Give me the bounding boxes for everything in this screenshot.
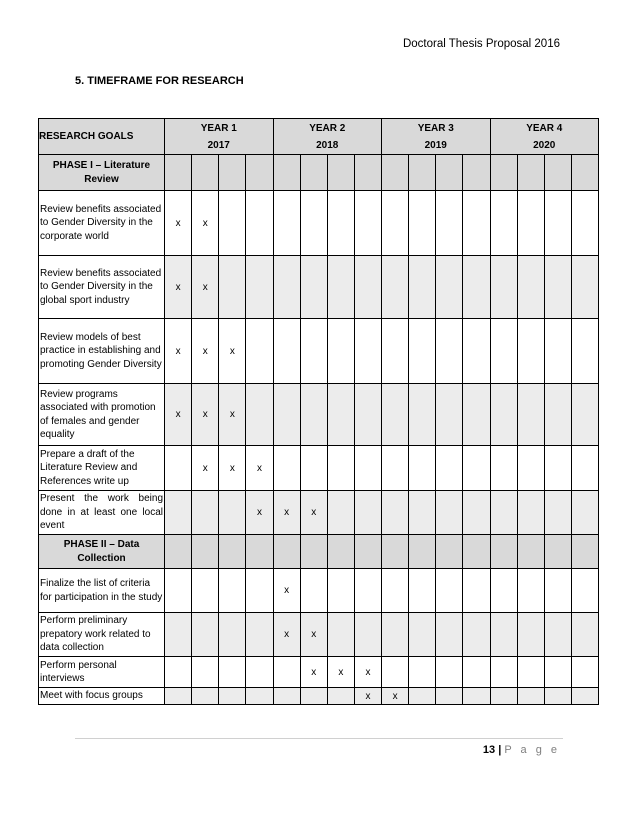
section-title: 5. TIMEFRAME FOR RESEARCH bbox=[75, 75, 244, 87]
timeline-cell bbox=[354, 613, 381, 657]
timeline-cell bbox=[354, 256, 381, 319]
year-4-header bbox=[490, 119, 599, 155]
timeline-cell bbox=[382, 657, 409, 688]
document-header-title: Doctoral Thesis Proposal 2016 bbox=[402, 38, 560, 50]
timeline-cell bbox=[327, 191, 354, 256]
timeline-cell bbox=[517, 155, 544, 191]
timeline-cell bbox=[409, 155, 436, 191]
timeline-cell bbox=[246, 191, 273, 256]
timeline-cell bbox=[192, 688, 219, 705]
timeline-cell bbox=[517, 319, 544, 384]
timeline-cell bbox=[436, 613, 463, 657]
timeline-cell bbox=[273, 384, 300, 446]
task-row bbox=[39, 688, 599, 705]
timeline-cell bbox=[219, 535, 246, 569]
footer-divider bbox=[75, 738, 563, 739]
timeline-cell bbox=[544, 491, 571, 535]
timeline-mark: x bbox=[382, 688, 409, 705]
timeline-cell bbox=[246, 256, 273, 319]
timeline-mark: x bbox=[273, 491, 300, 535]
timeline-cell bbox=[571, 569, 598, 613]
year-3-label: YEAR 3 bbox=[417, 122, 454, 134]
timeline-mark: x bbox=[246, 446, 273, 491]
timeline-cell bbox=[463, 613, 490, 657]
timeline-cell bbox=[517, 256, 544, 319]
timeline-cell bbox=[490, 535, 517, 569]
timeline-cell bbox=[517, 657, 544, 688]
timeline-cell bbox=[436, 319, 463, 384]
timeline-cell bbox=[273, 657, 300, 688]
timeline-cell bbox=[463, 256, 490, 319]
timeline-cell bbox=[409, 491, 436, 535]
timeline-cell bbox=[409, 319, 436, 384]
research-goal-label: Present the work being done in at least one local event bbox=[39, 491, 165, 535]
timeline-cell bbox=[300, 191, 327, 256]
timeline-cell bbox=[300, 155, 327, 191]
timeline-cell bbox=[246, 688, 273, 705]
timeline-cell bbox=[382, 191, 409, 256]
timeline-cell bbox=[165, 569, 192, 613]
research-goal-label: Prepare a draft of the Literature Review and References write up bbox=[39, 446, 165, 491]
timeline-cell bbox=[300, 535, 327, 569]
timeline-mark: x bbox=[354, 688, 381, 705]
timeline-cell bbox=[273, 319, 300, 384]
timeline-cell bbox=[192, 657, 219, 688]
timeline-cell bbox=[382, 319, 409, 384]
timeline-mark: x bbox=[300, 491, 327, 535]
timeline-cell bbox=[354, 319, 381, 384]
timeline-cell bbox=[571, 491, 598, 535]
timeline-mark: x bbox=[354, 657, 381, 688]
timeline-cell bbox=[246, 613, 273, 657]
timeline-cell bbox=[300, 569, 327, 613]
research-goal-label: Review models of best practice in establishing and promoting Gender Diversity bbox=[39, 319, 165, 384]
timeline-cell bbox=[192, 155, 219, 191]
timeline-cell bbox=[219, 491, 246, 535]
page-footer bbox=[483, 744, 560, 756]
timeline-cell bbox=[436, 688, 463, 705]
timeline-cell bbox=[327, 569, 354, 613]
timeline-cell bbox=[490, 657, 517, 688]
timeline-cell bbox=[544, 613, 571, 657]
timeline-mark: x bbox=[219, 384, 246, 446]
timeline-cell bbox=[409, 256, 436, 319]
timeline-cell bbox=[192, 613, 219, 657]
timeline-cell bbox=[571, 191, 598, 256]
timeline-cell bbox=[165, 613, 192, 657]
year-2-header bbox=[273, 119, 382, 155]
timeline-cell bbox=[382, 155, 409, 191]
page-word: P a g e bbox=[504, 744, 560, 756]
timeline-cell bbox=[409, 613, 436, 657]
phase-label: PHASE I – Literature Review bbox=[39, 155, 165, 191]
phase-row bbox=[39, 535, 599, 569]
timeline-cell bbox=[544, 446, 571, 491]
timeline-cell bbox=[463, 688, 490, 705]
timeline-cell bbox=[165, 657, 192, 688]
timeline-cell bbox=[273, 688, 300, 705]
research-goal-label: Review benefits associated to Gender Diversity in the global sport industry bbox=[39, 256, 165, 319]
timeline-cell bbox=[436, 191, 463, 256]
timeline-cell bbox=[544, 319, 571, 384]
timeline-cell bbox=[463, 535, 490, 569]
timeline-cell bbox=[327, 688, 354, 705]
timeline-cell bbox=[246, 569, 273, 613]
timeline-cell bbox=[463, 446, 490, 491]
timeline-cell bbox=[165, 535, 192, 569]
timeline-cell bbox=[490, 155, 517, 191]
timeline-cell bbox=[490, 256, 517, 319]
timeline-cell bbox=[463, 155, 490, 191]
timeline-cell bbox=[517, 535, 544, 569]
year-1-header bbox=[165, 119, 274, 155]
timeline-cell bbox=[544, 384, 571, 446]
timeline-cell bbox=[300, 256, 327, 319]
timeline-cell bbox=[327, 446, 354, 491]
task-row bbox=[39, 657, 599, 688]
timeline-cell bbox=[246, 155, 273, 191]
timeline-cell bbox=[463, 657, 490, 688]
research-goal-label: Review benefits associated to Gender Diversity in the corporate world bbox=[39, 191, 165, 256]
footer-separator: | bbox=[498, 744, 502, 756]
timeline-cell bbox=[354, 569, 381, 613]
timeline-cell bbox=[354, 155, 381, 191]
timeline-cell bbox=[517, 688, 544, 705]
year-1-label: YEAR 1 bbox=[200, 122, 237, 134]
timeline-cell bbox=[246, 319, 273, 384]
timeline-cell bbox=[463, 384, 490, 446]
timeline-cell bbox=[192, 569, 219, 613]
timeline-cell bbox=[490, 569, 517, 613]
timeline-mark: x bbox=[273, 569, 300, 613]
timeline-mark: x bbox=[192, 191, 219, 256]
timeline-cell bbox=[219, 191, 246, 256]
page-number: 13 bbox=[482, 744, 496, 756]
timeline-cell bbox=[409, 688, 436, 705]
timeline-mark: x bbox=[273, 613, 300, 657]
timeline-cell bbox=[409, 657, 436, 688]
timeline-mark: x bbox=[219, 319, 246, 384]
timeline-cell bbox=[273, 191, 300, 256]
task-row bbox=[39, 256, 599, 319]
timeline-cell bbox=[246, 535, 273, 569]
timeline-cell bbox=[273, 535, 300, 569]
timeline-cell bbox=[382, 256, 409, 319]
timeline-cell bbox=[327, 384, 354, 446]
timeline-cell bbox=[327, 155, 354, 191]
timeline-mark: x bbox=[165, 256, 192, 319]
timeline-mark: x bbox=[219, 446, 246, 491]
timeline-cell bbox=[571, 446, 598, 491]
timeline-cell bbox=[436, 446, 463, 491]
timeline-cell bbox=[300, 319, 327, 384]
timeline-cell bbox=[490, 319, 517, 384]
timeline-cell bbox=[219, 688, 246, 705]
timeline-mark: x bbox=[165, 191, 192, 256]
timeline-cell bbox=[246, 657, 273, 688]
timeline-cell bbox=[490, 491, 517, 535]
timeline-cell bbox=[382, 569, 409, 613]
timeline-cell bbox=[219, 256, 246, 319]
timeline-mark: x bbox=[192, 384, 219, 446]
timeline-cell bbox=[544, 155, 571, 191]
timeline-cell bbox=[517, 384, 544, 446]
timeline-cell bbox=[165, 491, 192, 535]
timeline-cell bbox=[517, 569, 544, 613]
timeframe-table bbox=[38, 118, 599, 705]
timeline-cell bbox=[571, 384, 598, 446]
timeline-cell bbox=[490, 191, 517, 256]
timeline-cell bbox=[436, 657, 463, 688]
timeline-cell bbox=[571, 613, 598, 657]
phase-row bbox=[39, 155, 599, 191]
timeline-cell bbox=[165, 155, 192, 191]
timeline-cell bbox=[571, 256, 598, 319]
timeline-mark: x bbox=[300, 613, 327, 657]
timeline-cell bbox=[436, 535, 463, 569]
timeline-cell bbox=[192, 491, 219, 535]
timeline-cell bbox=[490, 613, 517, 657]
year-4-value: 2020 bbox=[533, 139, 556, 151]
timeline-cell bbox=[490, 384, 517, 446]
task-row bbox=[39, 491, 599, 535]
timeline-cell bbox=[382, 384, 409, 446]
timeline-cell bbox=[436, 155, 463, 191]
timeline-cell bbox=[382, 613, 409, 657]
timeline-cell bbox=[571, 319, 598, 384]
timeline-cell bbox=[544, 657, 571, 688]
timeline-mark: x bbox=[192, 446, 219, 491]
research-goal-label: Perform preliminary prepatory work related to data collection bbox=[39, 613, 165, 657]
timeline-cell bbox=[354, 491, 381, 535]
timeline-cell bbox=[517, 613, 544, 657]
timeline-cell bbox=[409, 446, 436, 491]
timeline-cell bbox=[463, 319, 490, 384]
year-4-label: YEAR 4 bbox=[526, 122, 563, 134]
task-row bbox=[39, 446, 599, 491]
timeline-mark: x bbox=[246, 491, 273, 535]
timeline-cell bbox=[327, 491, 354, 535]
timeline-cell bbox=[300, 446, 327, 491]
timeline-cell bbox=[192, 535, 219, 569]
year-2-label: YEAR 2 bbox=[309, 122, 346, 134]
timeline-cell bbox=[409, 535, 436, 569]
timeline-cell bbox=[327, 613, 354, 657]
timeline-cell bbox=[327, 256, 354, 319]
timeline-cell bbox=[327, 535, 354, 569]
timeline-cell bbox=[436, 256, 463, 319]
timeline-cell bbox=[219, 569, 246, 613]
timeline-cell bbox=[409, 569, 436, 613]
timeline-cell bbox=[354, 384, 381, 446]
timeline-cell bbox=[463, 569, 490, 613]
task-row bbox=[39, 319, 599, 384]
timeline-cell bbox=[354, 535, 381, 569]
timeline-cell bbox=[463, 491, 490, 535]
task-row bbox=[39, 384, 599, 446]
timeline-cell bbox=[436, 569, 463, 613]
timeline-cell bbox=[382, 446, 409, 491]
phase-label: PHASE II – Data Collection bbox=[39, 535, 165, 569]
timeline-cell bbox=[463, 191, 490, 256]
year-header-row bbox=[39, 119, 599, 155]
timeline-cell bbox=[544, 688, 571, 705]
timeline-cell bbox=[300, 384, 327, 446]
timeline-cell bbox=[571, 535, 598, 569]
timeline-cell bbox=[382, 535, 409, 569]
timeline-cell bbox=[436, 491, 463, 535]
timeline-cell bbox=[436, 384, 463, 446]
timeline-cell bbox=[273, 256, 300, 319]
timeline-cell bbox=[490, 446, 517, 491]
task-row bbox=[39, 569, 599, 613]
timeline-cell bbox=[517, 191, 544, 256]
timeline-cell bbox=[354, 191, 381, 256]
timeline-cell bbox=[544, 569, 571, 613]
timeline-cell bbox=[490, 688, 517, 705]
research-goal-label: Perform personal interviews bbox=[39, 657, 165, 688]
task-row bbox=[39, 613, 599, 657]
timeline-cell bbox=[300, 688, 327, 705]
research-goals-header: RESEARCH GOALS bbox=[39, 119, 165, 155]
timeline-cell bbox=[219, 657, 246, 688]
timeline-mark: x bbox=[327, 657, 354, 688]
timeline-mark: x bbox=[192, 256, 219, 319]
timeline-mark: x bbox=[192, 319, 219, 384]
timeline-cell bbox=[571, 155, 598, 191]
timeline-cell bbox=[273, 446, 300, 491]
timeline-cell bbox=[571, 657, 598, 688]
timeline-mark: x bbox=[165, 384, 192, 446]
timeline-cell bbox=[571, 688, 598, 705]
timeline-cell bbox=[219, 613, 246, 657]
timeline-cell bbox=[517, 491, 544, 535]
research-goal-label: Finalize the list of criteria for participation in the study bbox=[39, 569, 165, 613]
timeline-mark: x bbox=[300, 657, 327, 688]
timeline-cell bbox=[382, 491, 409, 535]
timeline-cell bbox=[273, 155, 300, 191]
timeline-cell bbox=[327, 319, 354, 384]
timeline-cell bbox=[544, 191, 571, 256]
year-1-value: 2017 bbox=[207, 139, 230, 151]
year-2-value: 2018 bbox=[316, 139, 339, 151]
timeline-cell bbox=[409, 384, 436, 446]
year-3-value: 2019 bbox=[424, 139, 447, 151]
timeline-cell bbox=[409, 191, 436, 256]
timeline-cell bbox=[219, 155, 246, 191]
timeline-mark: x bbox=[165, 319, 192, 384]
timeline-cell bbox=[165, 446, 192, 491]
timeline-cell bbox=[544, 256, 571, 319]
task-row bbox=[39, 191, 599, 256]
timeline-cell bbox=[246, 384, 273, 446]
timeline-cell bbox=[354, 446, 381, 491]
timeline-cell bbox=[165, 688, 192, 705]
research-goal-label: Review programs associated with promotion of females and gender equality bbox=[39, 384, 165, 446]
year-3-header bbox=[382, 119, 491, 155]
timeline-cell bbox=[517, 446, 544, 491]
timeline-cell bbox=[544, 535, 571, 569]
research-goal-label: Meet with focus groups bbox=[39, 688, 165, 705]
